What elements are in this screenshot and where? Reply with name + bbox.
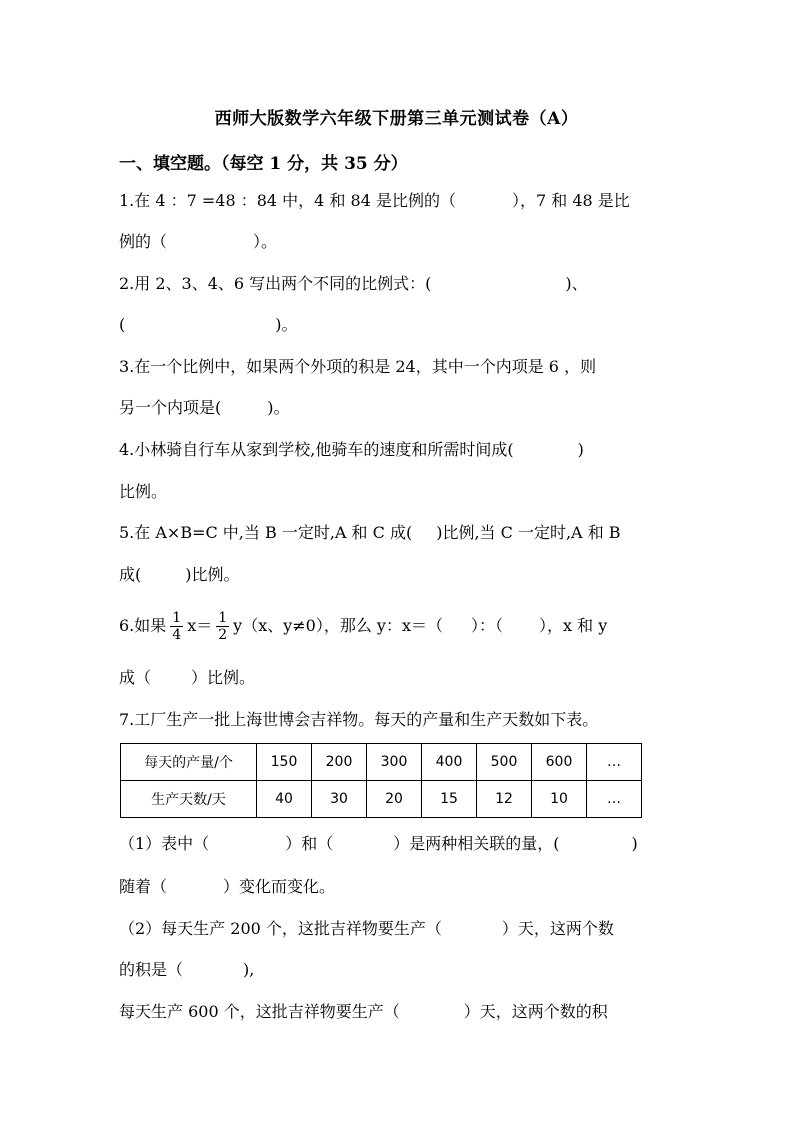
question-3-line-2: 另一个内项是( )。: [119, 398, 290, 417]
table-cell: 40: [257, 781, 312, 818]
table-row: [121, 781, 642, 818]
table-header-cell: 生产天数/天: [121, 781, 257, 818]
question-5-line-2: 成( )比例。: [119, 565, 240, 584]
question-3-line-1: 3.在一个比例中，如果两个外项的积是 24，其中一个内项是 6 ，则: [119, 357, 597, 376]
table-cell: 500: [477, 744, 532, 781]
question-5-line-1: 5.在 A×B=C 中,当 B 一定时,A 和 C 成( )比例,当 C 一定时,A 和 B: [119, 523, 621, 542]
question-1-line-1: 1.在 4 ：7 =48 ：84 中，4 和 84 是比例的（ ），7 和 48 是比: [119, 191, 630, 210]
table-cell: 20: [367, 781, 422, 818]
table-cell: …: [587, 744, 642, 781]
table-cell: 12: [477, 781, 532, 818]
page-title: 西师大版数学六年级下册第三单元测试卷（A）: [214, 109, 579, 129]
table-header-cell: 每天的产量/个: [121, 744, 257, 781]
table-cell: 300: [367, 744, 422, 781]
table-cell: 600: [532, 744, 587, 781]
table-cell: …: [587, 781, 642, 818]
table-cell: 400: [422, 744, 477, 781]
question-7-part-3-line-1: 每天生产 600 个，这批吉祥物要生产（ ）天，这两个数的积: [119, 1002, 608, 1021]
section-heading: 一、填空题。（每空 1 分，共 35 分）: [119, 154, 408, 174]
fraction-one-quarter: $\frac{1}{4}$: [172, 610, 182, 643]
question-2-line-2: ( )。: [119, 315, 298, 334]
question-7-part-1-line-1: （1）表中（ ）和（ ）是两种相关联的量，( ): [119, 834, 638, 853]
question-7-part-1-line-2: 随着（ ）变化而变化。: [119, 877, 336, 896]
question-1-line-2: 例的（ ）。: [119, 232, 278, 251]
question-2-line-1: 2.用 2、3、4、6 写出两个不同的比例式：( )、: [119, 274, 588, 293]
question-7-intro: 7.工厂生产一批上海世博会吉祥物。每天的产量和生产天数如下表。: [119, 710, 599, 729]
question-4-line-1: 4.小林骑自行车从家到学校,他骑车的速度和所需时间成( ): [119, 440, 584, 459]
production-table: [120, 743, 642, 818]
fraction-one-half: $\frac{1}{2}$: [218, 610, 228, 643]
question-7-part-2-line-1: （2）每天生产 200 个，这批吉祥物要生产（ ）天，这两个数: [119, 919, 614, 938]
table-cell: 10: [532, 781, 587, 818]
question-6-line-1: 6.如果 $\frac{1}{4}$ x＝ $\frac{1}{2}$ y（x、y≠0），那么 y：x＝（ ）：（ ），x 和 y: [119, 610, 608, 643]
question-7-part-2-line-2: 的积是（ ),: [119, 960, 255, 979]
table-cell: 150: [257, 744, 312, 781]
table-cell: 15: [422, 781, 477, 818]
question-6-line-2: 成（ ）比例。: [119, 668, 256, 687]
table-cell: 200: [312, 744, 367, 781]
question-4-line-2: 比例。: [119, 482, 168, 501]
table-cell: 30: [312, 781, 367, 818]
table-row: [121, 744, 642, 781]
